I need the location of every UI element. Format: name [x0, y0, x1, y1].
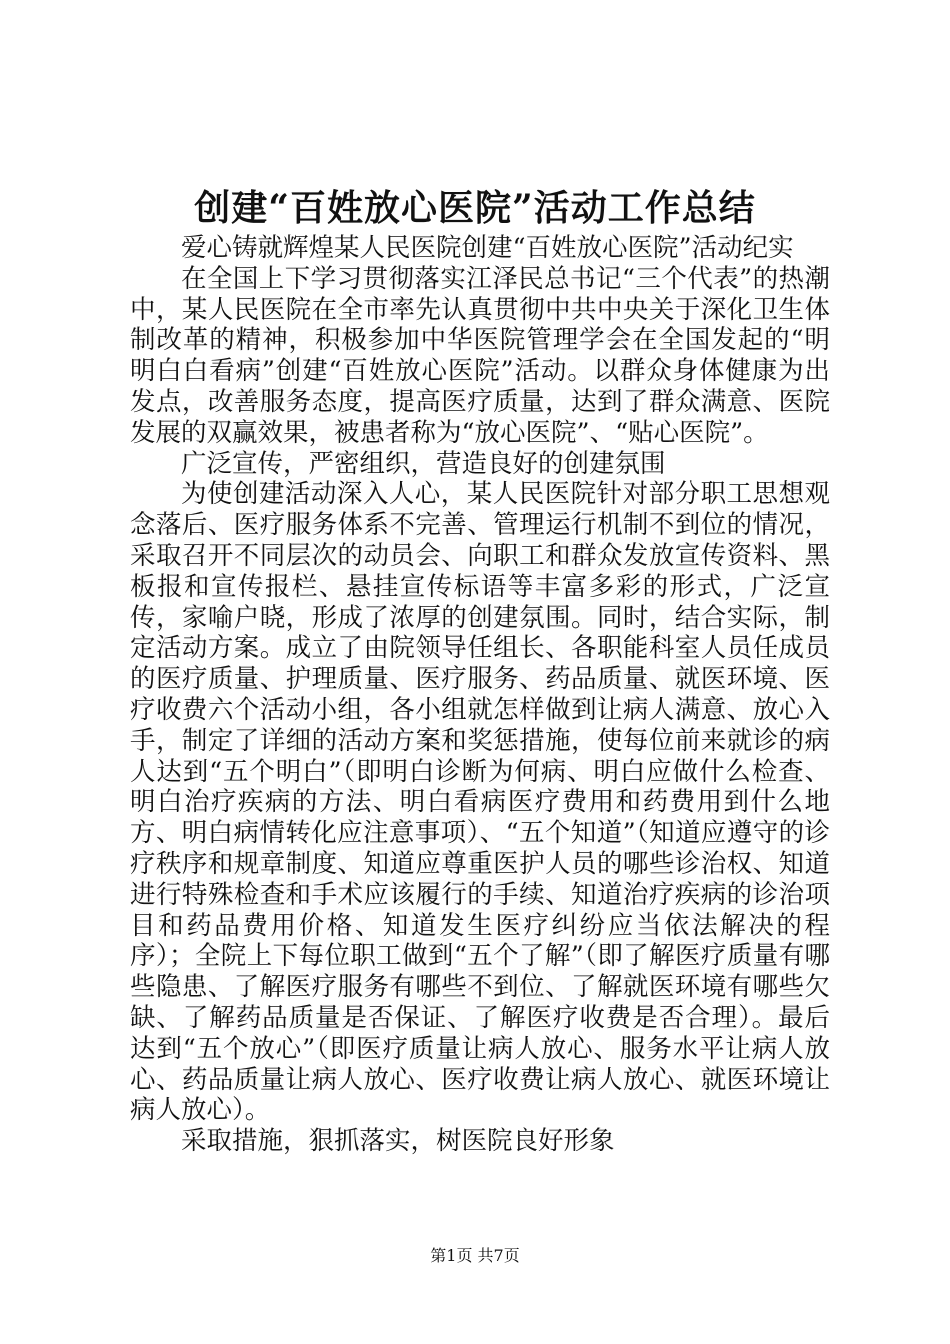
subtitle-paragraph: 爱心铸就辉煌某人民医院创建“百姓放心医院”活动纪实: [181, 233, 794, 263]
intro-paragraph: 在全国上下学习贯彻落实江泽民总书记“三个代表”的热潮中，某人民医院在全市率先认真贯彻中共中央关于深化卫生体制改革的精神，积极参加中华医院管理学会在全国发起的“明明白白看病”创建“百姓放心医院”活动。以群众身体健康为出发点，改善服务态度，提高医疗质量，达到了群众满意、医院发展的双赢效果，被患者称为“放心医院”、“贴心医院”。: [130, 263, 830, 448]
section-heading-publicity: 广泛宣传，严密组织，营造良好的创建氛围: [181, 448, 666, 479]
page-number-footer: 第1页 共7页: [430, 1246, 520, 1265]
document-body: [130, 233, 830, 1157]
publicity-paragraph: 为使创建活动深入人心，某人民医院针对部分职工思想观念落后、医疗服务体系不完善、管理运行机制不到位的情况，采取召开不同层次的动员会、向职工和群众发放宣传资料、黑板报和宣传报栏、悬挂宣传标语等丰富多彩的形式，广泛宣传，家喻户晓，形成了浓厚的创建氛围。同时，结合实际，制定活动方案。成立了由院领导任组长、各职能科室人员任成员的医疗质量、护理质量、医疗服务、药品质量、就医环境、医疗收费六个活动小组，各小组就怎样做到让病人满意、放心入手，制定了详细的活动方案和奖惩措施，使每位前来就诊的病人达到“五个明白”（即明白诊断为何病、明白应做什么检查、明白治疗疾病的方法、明白看病医疗费用和药费用到什么地方、明白病情转化应注意事项）、“五个知道”（知道应遵守的诊疗秩序和规章制度、知道应尊重医护人员的哪些诊治权、知道进行特殊检查和手术应该履行的手续、知道治疗疾病的诊治项目和药品费用价格、知道发生医疗纠纷应当依法解决的程序）；全院上下每位职工做到“五个了解”（即了解医疗质量有哪些隐患、了解医疗服务有哪些不到位、了解就医环境有哪些欠缺、了解药品质量是否保证、了解医疗收费是否合理）。最后达到“五个放心”（即医疗质量让病人放心、服务水平让病人放心、药品质量让病人放心、医疗收费让病人放心、就医环境让病人放心）。: [130, 479, 830, 1126]
document-title: 创建“百姓放心医院”活动工作总结: [194, 187, 756, 229]
section-heading-measures: 采取措施，狠抓落实，树医院良好形象: [181, 1126, 615, 1157]
